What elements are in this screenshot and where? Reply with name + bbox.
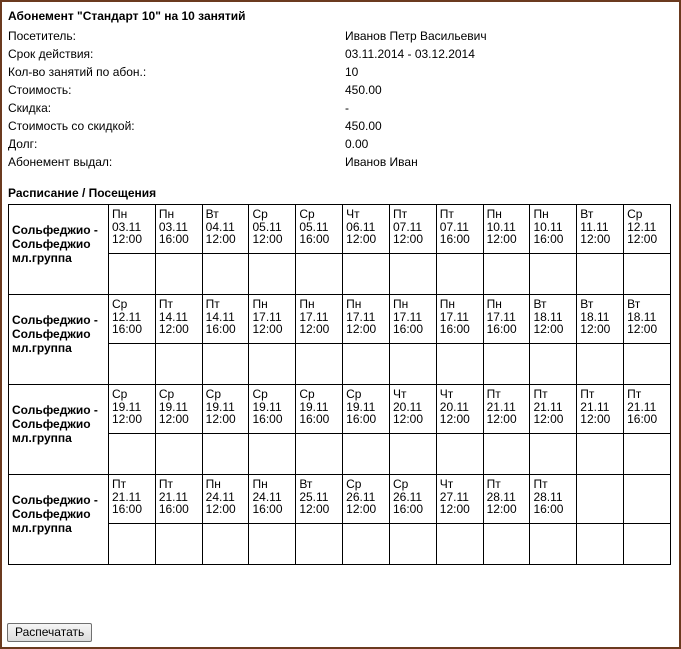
lesson-day: Пт (486, 387, 501, 401)
lesson-date: 17.11 (486, 309, 516, 324)
lesson-cell (202, 475, 249, 524)
info-value: 450.00 (345, 83, 382, 97)
info-value: 03.11.2014 - 03.12.2014 (345, 47, 475, 61)
visit-cell (483, 254, 530, 295)
visit-cell (577, 254, 624, 295)
lesson-time: 16:00 (205, 322, 236, 336)
lesson-time: 12:00 (299, 502, 330, 516)
lesson-day: Ср (392, 477, 409, 491)
visit-cell (624, 344, 671, 385)
lesson-cell (343, 385, 390, 434)
visit-cell (389, 524, 436, 565)
lesson-date: 19.11 (252, 399, 282, 414)
lesson-cell (483, 475, 530, 524)
lesson-time: 12:00 (486, 232, 517, 246)
info-label: Скидка: (8, 101, 52, 115)
lesson-cell (296, 385, 343, 434)
info-value: 450.00 (345, 119, 382, 133)
lesson-day: Пт (158, 297, 173, 311)
lesson-cell (483, 295, 530, 344)
lesson-time: 16:00 (486, 322, 517, 336)
lesson-time: 16:00 (533, 502, 564, 516)
lesson-time: 12:00 (533, 322, 564, 336)
lesson-date: 24.11 (252, 489, 282, 504)
lesson-time: 16:00 (252, 502, 283, 516)
lesson-time: 12:00 (346, 232, 377, 246)
subject-cell (9, 205, 109, 295)
visit-cell (436, 254, 483, 295)
info-label: Стоимость: (8, 83, 72, 97)
schedule-lesson-row (9, 295, 671, 344)
lesson-date: 20.11 (439, 399, 469, 414)
info-row (8, 45, 668, 63)
print-button[interactable]: Распечатать (7, 623, 92, 642)
subject-line: Сольфеджио (12, 326, 91, 341)
lesson-date: 24.11 (205, 489, 235, 504)
info-label: Посетитель: (8, 29, 76, 43)
subject-line: мл.группа (12, 520, 72, 535)
lesson-date: 18.11 (533, 309, 563, 324)
lesson-time: 12:00 (486, 412, 517, 426)
lesson-date: 03.11 (112, 219, 142, 234)
lesson-time: 16:00 (439, 232, 470, 246)
visit-cell (436, 344, 483, 385)
lesson-cell (343, 475, 390, 524)
lesson-cell (577, 385, 624, 434)
lesson-time: 12:00 (112, 412, 143, 426)
lesson-time: 12:00 (346, 322, 377, 336)
lesson-time: 12:00 (346, 502, 377, 516)
info-row (8, 135, 668, 153)
lesson-date: 19.11 (299, 399, 329, 414)
subject-line: Сольфеджио - (12, 222, 98, 237)
lesson-cell (296, 475, 343, 524)
lesson-time: 12:00 (486, 502, 517, 516)
lesson-cell (249, 205, 296, 254)
lesson-day: Чт (439, 477, 454, 491)
lesson-date: 04.11 (205, 219, 235, 234)
subject-line: мл.группа (12, 250, 72, 265)
lesson-cell (343, 205, 390, 254)
schedule-table (8, 204, 671, 565)
lesson-time: 16:00 (392, 322, 423, 336)
lesson-day: Пн (392, 297, 409, 311)
visit-cell (483, 524, 530, 565)
visit-cell (155, 254, 202, 295)
lesson-day: Пт (627, 387, 642, 401)
info-row (8, 99, 668, 117)
lesson-time: 16:00 (299, 232, 330, 246)
lesson-cell (389, 205, 436, 254)
lesson-date: 21.11 (158, 489, 188, 504)
lesson-date: 21.11 (533, 399, 563, 414)
lesson-cell (577, 295, 624, 344)
lesson-day: Вт (533, 297, 547, 311)
visit-cell (202, 434, 249, 475)
lesson-time: 16:00 (439, 322, 470, 336)
page-title: Абонемент "Стандарт 10" на 10 занятий (8, 9, 246, 23)
visit-cell (436, 434, 483, 475)
lesson-time: 12:00 (205, 502, 236, 516)
visit-cell (577, 434, 624, 475)
lesson-cell (530, 295, 577, 344)
visit-cell (483, 434, 530, 475)
lesson-day: Пн (486, 297, 502, 311)
lesson-day: Пн (346, 297, 362, 311)
lesson-date: 12.11 (627, 219, 657, 234)
subject-line: Сольфеджио - (12, 312, 98, 327)
info-row (8, 27, 668, 45)
lesson-date: 05.11 (252, 219, 282, 234)
visit-cell (109, 524, 156, 565)
visit-cell (343, 344, 390, 385)
info-row (8, 153, 668, 171)
schedule-visit-row (9, 254, 671, 295)
lesson-date: 11.11 (580, 219, 609, 234)
empty-lesson-cell (577, 475, 624, 524)
visit-cell (436, 524, 483, 565)
lesson-day: Вт (580, 207, 594, 221)
lesson-day: Ср (346, 477, 362, 491)
lesson-day: Пт (486, 477, 501, 491)
lesson-cell (436, 475, 483, 524)
lesson-date: 26.11 (346, 489, 376, 504)
lesson-cell (624, 205, 671, 254)
schedule-visit-row (9, 524, 671, 565)
lesson-date: 17.11 (346, 309, 376, 324)
lesson-time: 12:00 (299, 322, 330, 336)
lesson-day: Пт (158, 477, 173, 491)
lesson-day: Вт (205, 207, 219, 221)
lesson-day: Ср (252, 207, 268, 221)
visit-cell (249, 524, 296, 565)
lesson-day: Пн (486, 207, 502, 221)
visit-cell (530, 434, 577, 475)
lesson-cell (624, 295, 671, 344)
visit-cell (202, 254, 249, 295)
lesson-cell (202, 205, 249, 254)
lesson-day: Ср (627, 207, 643, 221)
lesson-time: 12:00 (533, 412, 564, 426)
lesson-time: 16:00 (533, 232, 564, 246)
lesson-time: 12:00 (392, 412, 423, 426)
info-label: Стоимость со скидкой: (8, 119, 135, 133)
lesson-date: 17.11 (299, 309, 329, 324)
lesson-cell (249, 475, 296, 524)
subject-cell (9, 385, 109, 475)
schedule-visit-row (9, 344, 671, 385)
subject-line: Сольфеджио (12, 416, 91, 431)
lesson-day: Пт (580, 387, 595, 401)
visit-cell (296, 524, 343, 565)
lesson-cell (389, 295, 436, 344)
visit-cell (202, 344, 249, 385)
lesson-cell (155, 295, 202, 344)
lesson-time: 12:00 (112, 232, 143, 246)
info-value: - (345, 101, 349, 115)
lesson-time: 12:00 (158, 412, 189, 426)
lesson-day: Пн (439, 297, 456, 311)
visit-cell (577, 524, 624, 565)
visit-cell (109, 344, 156, 385)
lesson-cell (155, 205, 202, 254)
lesson-date: 07.11 (392, 219, 423, 234)
visit-cell (296, 254, 343, 295)
lesson-date: 19.11 (158, 399, 188, 414)
lesson-cell (296, 295, 343, 344)
lesson-day: Пт (533, 387, 548, 401)
lesson-cell (530, 205, 577, 254)
info-row (8, 63, 668, 81)
lesson-time: 16:00 (627, 412, 658, 426)
lesson-cell (109, 205, 156, 254)
lesson-time: 12:00 (252, 322, 283, 336)
visit-cell (389, 434, 436, 475)
visit-cell (296, 434, 343, 475)
visit-cell (343, 254, 390, 295)
subject-line: мл.группа (12, 430, 72, 445)
lesson-cell (483, 205, 530, 254)
lesson-time: 12:00 (580, 232, 611, 246)
lesson-time: 12:00 (580, 322, 611, 336)
lesson-cell (155, 385, 202, 434)
subject-line: Сольфеджио - (12, 402, 98, 417)
visit-cell (577, 344, 624, 385)
lesson-date: 28.11 (533, 489, 563, 504)
lesson-time: 16:00 (112, 502, 143, 516)
visit-cell (109, 434, 156, 475)
lesson-date: 07.11 (439, 219, 469, 234)
lesson-day: Пн (252, 297, 268, 311)
visit-cell (296, 344, 343, 385)
visit-cell (483, 344, 530, 385)
schedule-visit-row (9, 434, 671, 475)
lesson-time: 12:00 (205, 232, 236, 246)
visit-cell (155, 524, 202, 565)
lesson-day: Чт (346, 207, 360, 221)
lesson-cell (109, 475, 156, 524)
info-row (8, 117, 668, 135)
lesson-time: 16:00 (252, 412, 283, 426)
lesson-date: 12.11 (112, 309, 142, 324)
visit-cell (249, 344, 296, 385)
lesson-day: Ср (299, 207, 315, 221)
lesson-cell (155, 475, 202, 524)
info-label: Срок действия: (8, 47, 94, 61)
lesson-date: 25.11 (299, 489, 329, 504)
visit-cell (249, 434, 296, 475)
subject-line: мл.группа (12, 340, 72, 355)
lesson-date: 14.11 (205, 309, 235, 324)
lesson-cell (624, 385, 671, 434)
lesson-cell (343, 295, 390, 344)
visit-cell (530, 254, 577, 295)
lesson-date: 10.11 (486, 219, 516, 234)
visit-cell (389, 344, 436, 385)
visit-cell (530, 344, 577, 385)
lesson-date: 19.11 (346, 399, 376, 414)
lesson-cell (436, 295, 483, 344)
lesson-time: 12:00 (158, 322, 189, 336)
lesson-cell (436, 205, 483, 254)
lesson-day: Ср (252, 387, 268, 401)
lesson-date: 17.11 (252, 309, 282, 324)
visit-cell (202, 524, 249, 565)
lesson-cell (483, 385, 530, 434)
visit-cell (155, 434, 202, 475)
subject-cell (9, 295, 109, 385)
lesson-time: 12:00 (252, 232, 283, 246)
lesson-day: Вт (299, 477, 313, 491)
lesson-day: Ср (158, 387, 175, 401)
lesson-cell (109, 295, 156, 344)
lesson-date: 10.11 (533, 219, 563, 234)
lesson-day: Пн (112, 207, 128, 221)
lesson-date: 19.11 (205, 399, 235, 414)
lesson-date: 18.11 (627, 309, 657, 324)
info-label: Долг: (8, 137, 38, 151)
lesson-time: 16:00 (158, 232, 189, 246)
lesson-day: Ср (346, 387, 362, 401)
lesson-day: Ср (299, 387, 315, 401)
lesson-time: 12:00 (627, 232, 658, 246)
visit-cell (343, 434, 390, 475)
lesson-day: Пт (112, 477, 127, 491)
schedule-lesson-row (9, 385, 671, 434)
info-label: Абонемент выдал: (8, 155, 113, 169)
lesson-cell (296, 205, 343, 254)
lesson-cell (530, 385, 577, 434)
subject-cell (9, 475, 109, 565)
subject-line: Сольфеджио (12, 236, 91, 251)
schedule-title: Расписание / Посещения (8, 186, 157, 200)
info-row (8, 81, 668, 99)
empty-lesson-cell (624, 475, 671, 524)
lesson-date: 06.11 (346, 219, 376, 234)
subject-line: Сольфеджио - (12, 492, 98, 507)
lesson-date: 17.11 (392, 309, 423, 324)
schedule-lesson-row (9, 205, 671, 254)
lesson-time: 12:00 (205, 412, 236, 426)
lesson-day: Пт (205, 297, 220, 311)
lesson-date: 17.11 (439, 309, 469, 324)
lesson-day: Пн (299, 297, 315, 311)
visit-cell (343, 524, 390, 565)
lesson-day: Пн (533, 207, 549, 221)
lesson-time: 16:00 (346, 412, 377, 426)
visit-cell (530, 524, 577, 565)
info-value: Иванов Иван (345, 155, 418, 169)
lesson-day: Чт (439, 387, 454, 401)
lesson-time: 16:00 (392, 502, 423, 516)
lesson-date: 28.11 (486, 489, 516, 504)
lesson-date: 19.11 (112, 399, 142, 414)
lesson-time: 16:00 (158, 502, 189, 516)
lesson-date: 05.11 (299, 219, 329, 234)
ticket-info (8, 27, 668, 171)
visit-cell (109, 254, 156, 295)
lesson-day: Ср (112, 387, 128, 401)
visit-cell (624, 434, 671, 475)
schedule-lesson-row (9, 475, 671, 524)
visit-cell (155, 344, 202, 385)
lesson-date: 21.11 (486, 399, 516, 414)
lesson-day: Пт (392, 207, 408, 221)
lesson-cell (202, 295, 249, 344)
lesson-day: Пн (252, 477, 268, 491)
lesson-cell (389, 475, 436, 524)
lesson-date: 03.11 (158, 219, 188, 234)
lesson-date: 21.11 (580, 399, 610, 414)
lesson-day: Ср (205, 387, 221, 401)
lesson-cell (249, 295, 296, 344)
lesson-date: 27.11 (439, 489, 469, 504)
lesson-day: Вт (580, 297, 594, 311)
visit-cell (249, 254, 296, 295)
lesson-time: 12:00 (627, 322, 658, 336)
visit-cell (624, 254, 671, 295)
lesson-date: 14.11 (158, 309, 188, 324)
lesson-cell (202, 385, 249, 434)
subject-line: Сольфеджио (12, 506, 91, 521)
lesson-day: Ср (112, 297, 128, 311)
lesson-time: 12:00 (439, 412, 470, 426)
lesson-day: Пт (533, 477, 548, 491)
lesson-cell (530, 475, 577, 524)
visit-cell (389, 254, 436, 295)
info-value: 0.00 (345, 137, 369, 151)
info-value: 10 (345, 65, 359, 79)
info-value: Иванов Петр Васильевич (345, 29, 487, 43)
lesson-time: 12:00 (580, 412, 611, 426)
lesson-cell (109, 385, 156, 434)
lesson-cell (389, 385, 436, 434)
lesson-date: 21.11 (627, 399, 657, 414)
lesson-date: 21.11 (112, 489, 142, 504)
lesson-date: 20.11 (392, 399, 423, 414)
lesson-cell (577, 205, 624, 254)
info-label: Кол-во занятий по абон.: (8, 65, 147, 79)
visit-cell (624, 524, 671, 565)
lesson-time: 12:00 (392, 232, 423, 246)
lesson-time: 16:00 (299, 412, 330, 426)
lesson-day: Чт (392, 387, 407, 401)
lesson-day: Пн (158, 207, 175, 221)
lesson-cell (249, 385, 296, 434)
lesson-day: Пн (205, 477, 221, 491)
lesson-time: 16:00 (112, 322, 143, 336)
lesson-day: Пт (439, 207, 454, 221)
lesson-date: 26.11 (392, 489, 423, 504)
lesson-time: 12:00 (439, 502, 470, 516)
lesson-date: 18.11 (580, 309, 610, 324)
lesson-cell (436, 385, 483, 434)
lesson-day: Вт (627, 297, 641, 311)
